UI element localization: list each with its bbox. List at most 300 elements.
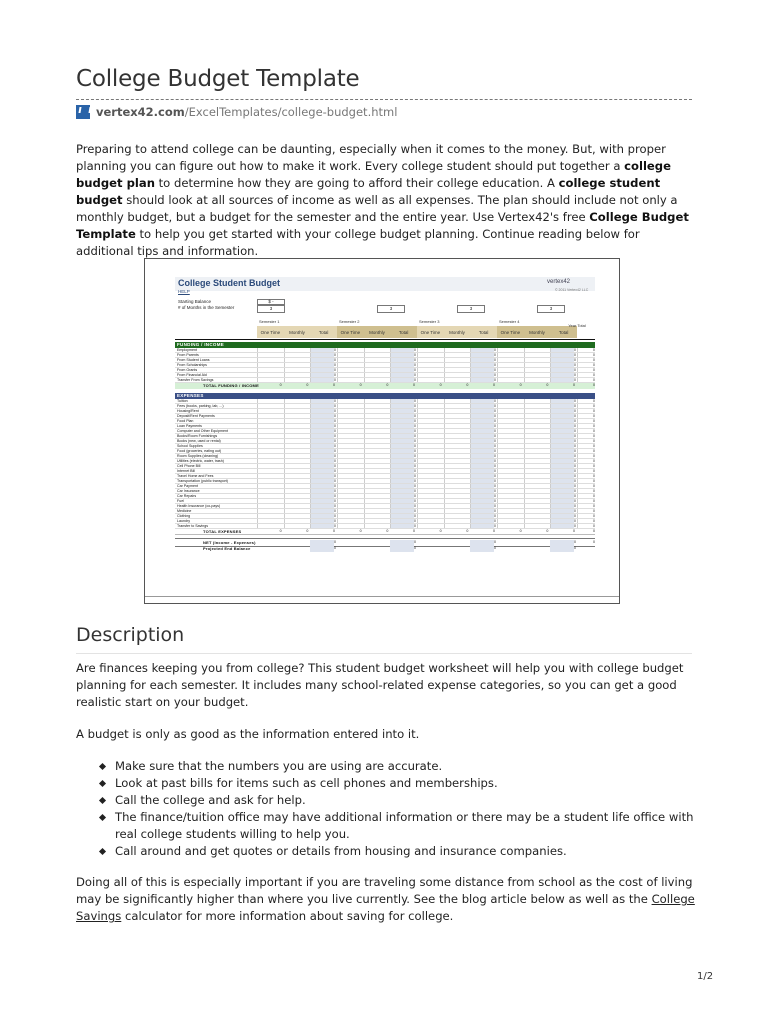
semester-total-cell: 0 <box>414 438 416 443</box>
semester-total-cell: 0 <box>414 508 416 513</box>
year-total-cell: 0 <box>593 448 595 453</box>
semester-total-cell: 0 <box>574 413 576 418</box>
semester-total-cell: 0 <box>574 488 576 493</box>
sheet-bottom-rule <box>145 596 620 597</box>
semester-total-cell: 0 <box>414 347 416 352</box>
description-paragraph-1: Are finances keeping you from college? This student budget worksheet will help you with college budget planning for each semester. It includes many school-related expense categories, so you can get a good realistic start on your budget. <box>76 661 684 709</box>
year-total-cell: 0 <box>593 357 595 362</box>
semester-total-cell: 0 <box>414 503 416 508</box>
expenses-section-header: EXPENSES <box>175 393 595 399</box>
year-total-cell: 0 <box>593 377 595 382</box>
semester-total-cell: 0 <box>334 413 336 418</box>
row-label: Car Payment <box>177 483 198 488</box>
page-number: 1/2 <box>697 971 714 982</box>
semester-total-cell: 0 <box>574 513 576 518</box>
total-label: TOTAL EXPENSES <box>203 529 242 534</box>
row-label: Food Plan <box>177 418 194 423</box>
semester-total-cell: 0 <box>414 540 416 544</box>
row-label: Cell Phone Bill <box>177 463 201 468</box>
semester-total-cell: 0 <box>334 352 336 357</box>
semester-total-cell: 0 <box>574 518 576 523</box>
year-total-cell: 0 <box>593 453 595 458</box>
year-total-cell: 0 <box>593 513 595 518</box>
row-label: Car Repairs <box>177 493 197 498</box>
semester-total-cell: 0 <box>334 493 336 498</box>
total-cell: 0 <box>466 529 469 533</box>
semester-total-cell: 0 <box>494 433 496 438</box>
semester-total-cell: 0 <box>414 352 416 357</box>
semester-total-cell: 0 <box>334 347 336 352</box>
semester-total-cell: 0 <box>494 438 496 443</box>
semester-total-cell: 0 <box>494 508 496 513</box>
total-cell: 0 <box>413 383 415 387</box>
intro-text: Preparing to attend college can be daunting, especially when it comes to the money. But, with proper planning you can figure out how to make it work. Every college student should put together a <box>76 142 666 173</box>
total-label: TOTAL FUNDING / INCOME <box>203 383 259 388</box>
semester-total-cell: 0 <box>494 367 496 372</box>
semester-total-cell: 0 <box>334 453 336 458</box>
semester-total-cell: 0 <box>414 518 416 523</box>
tips-list-item-text: The finance/tuition office may have additional information or there may be a student life office with real college students willing to help you. <box>115 810 694 841</box>
semester-total-cell: 0 <box>334 428 336 433</box>
semester-total-cell: 0 <box>334 540 336 544</box>
tips-list-item-text: Make sure that the numbers you are using are accurate. <box>115 759 443 773</box>
semester-total-cell: 0 <box>574 463 576 468</box>
semester-total-cell: 0 <box>494 428 496 433</box>
year-total-cell: 0 <box>593 418 595 423</box>
semester-total-cell: 0 <box>494 362 496 367</box>
column-header: Total <box>558 329 569 335</box>
year-total-cell: 0 <box>593 362 595 367</box>
row-label: From Student Loans <box>177 357 210 362</box>
column-header: Total <box>478 329 489 335</box>
year-total-cell: 0 <box>593 438 595 443</box>
semester-total-cell: 0 <box>334 403 336 408</box>
total-cell: 0 <box>593 383 595 387</box>
semester-total-cell: 0 <box>494 403 496 408</box>
total-cell: 0 <box>439 529 442 533</box>
semester-total-cell: 0 <box>334 448 336 453</box>
semester-total-cell: 0 <box>494 453 496 458</box>
year-total-cell: 0 <box>593 540 595 544</box>
year-total-cell: 0 <box>593 488 595 493</box>
semester-total-cell: 0 <box>574 523 576 528</box>
semester-total-cell: 0 <box>494 377 496 382</box>
column-header: One Time <box>420 329 441 335</box>
diamond-bullet-icon <box>99 763 106 770</box>
spreadsheet-preview-image <box>144 258 620 604</box>
year-total-cell: 0 <box>593 352 595 357</box>
row-label: Internet Bill <box>177 468 195 473</box>
semester-total-cell: 0 <box>494 488 496 493</box>
source-path[interactable]: /ExcelTemplates/college-budget.html <box>184 105 398 119</box>
row-label: From Grants <box>177 367 198 372</box>
semester-total-cell: 0 <box>574 408 576 413</box>
total-cell: 0 <box>593 529 595 533</box>
sheet-title: College Student Budget <box>178 278 280 288</box>
row-label: From Scholarships <box>177 362 207 367</box>
tips-list-item <box>76 843 696 860</box>
semester-total-cell: 0 <box>494 413 496 418</box>
source-url[interactable] <box>76 105 397 119</box>
source-domain[interactable]: vertex42.com <box>96 105 185 119</box>
income-section-header: FUNDING / INCOME <box>175 342 595 348</box>
row-label: Deposit/Rent Payments <box>177 413 215 418</box>
semester-total-cell: 0 <box>414 403 416 408</box>
row-label: Food (groceries, eating out) <box>177 448 222 453</box>
intro-text: to help you get started with your college budget planning. Continue reading below for additional tips and information. <box>76 227 640 258</box>
total-cell: 0 <box>386 529 389 533</box>
semester-total-cell: 0 <box>574 352 576 357</box>
semester-total-cell: 0 <box>574 433 576 438</box>
vertex42-favicon-icon <box>76 105 90 119</box>
page-title: College Budget Template <box>76 66 360 92</box>
year-total-cell: 0 <box>593 372 595 377</box>
semester-label: Semester 1 <box>259 319 280 324</box>
paragraph-3-text-after: calculator for more information about saving for college. <box>121 909 454 923</box>
semester-total-cell: 0 <box>414 372 416 377</box>
sheet-help-link: HELP <box>178 289 190 294</box>
semester-total-cell: 0 <box>334 372 336 377</box>
semester-total-cell: 0 <box>334 513 336 518</box>
column-header: Monthly <box>289 329 305 335</box>
row-label: From Parents <box>177 352 199 357</box>
tips-list-item <box>76 809 696 843</box>
semester-total-cell: 0 <box>574 473 576 478</box>
year-total-cell: 0 <box>593 458 595 463</box>
semester-total-cell: 0 <box>574 508 576 513</box>
semester-total-cell: 0 <box>334 357 336 362</box>
semester-total-cell: 0 <box>334 433 336 438</box>
tips-list-item <box>76 775 696 792</box>
year-total-cell: 0 <box>593 408 595 413</box>
year-total-cell: 0 <box>593 398 595 403</box>
year-total-cell: 0 <box>593 523 595 528</box>
total-label: NET (Income - Expenses) <box>203 540 256 545</box>
semester-total-cell: 0 <box>494 423 496 428</box>
year-total-cell: 0 <box>593 473 595 478</box>
total-cell: 0 <box>279 383 282 387</box>
net-top-rule <box>175 538 595 539</box>
semester-total-cell: 0 <box>334 478 336 483</box>
semester-total-cell: 0 <box>334 503 336 508</box>
row-label: Fees (books, parking, lab, ...) <box>177 403 224 408</box>
intro-emphasis: college student budget <box>76 176 661 207</box>
semester-total-cell: 0 <box>414 448 416 453</box>
semester-total-cell: 0 <box>334 408 336 413</box>
semester-total-cell: 0 <box>334 473 336 478</box>
semester-total-cell: 0 <box>414 488 416 493</box>
semester-total-cell: 0 <box>334 423 336 428</box>
semester-total-cell: 0 <box>574 493 576 498</box>
total-cell: 0 <box>386 383 389 387</box>
row-label: Computer and Other Equipment <box>177 428 228 433</box>
row-label: From Financial Aid <box>177 372 207 377</box>
row-label: Car Insurance <box>177 488 200 493</box>
semester-total-cell: 0 <box>574 453 576 458</box>
semester-months-input: 3 <box>457 305 485 313</box>
total-cell: 0 <box>493 529 495 533</box>
column-header: Total <box>318 329 329 335</box>
semester-total-cell: 0 <box>334 483 336 488</box>
semester-total-cell: 0 <box>334 518 336 523</box>
diamond-bullet-icon <box>99 814 106 821</box>
tips-list-item-text: Call the college and ask for help. <box>115 793 306 807</box>
semester-total-cell: 0 <box>334 377 336 382</box>
row-label: Utilities (electric, water, trash) <box>177 458 224 463</box>
row-label: Health Insurance (co-pays) <box>177 503 221 508</box>
tips-list-item-text: Call around and get quotes or details from housing and insurance companies. <box>115 844 567 858</box>
year-total-cell: 0 <box>593 463 595 468</box>
semester-total-cell: 0 <box>414 443 416 448</box>
tips-list-item <box>76 758 696 775</box>
semester-total-cell: 0 <box>334 367 336 372</box>
semester-total-cell: 0 <box>574 448 576 453</box>
semester-total-cell: 0 <box>494 540 496 544</box>
semester-total-cell: 0 <box>494 458 496 463</box>
total-cell: 0 <box>359 529 362 533</box>
total-cell: 0 <box>333 383 335 387</box>
total-cell: 0 <box>519 383 522 387</box>
column-header: One Time <box>340 329 361 335</box>
intro-emphasis: College Budget Template <box>76 210 689 241</box>
semester-total-cell: 0 <box>334 523 336 528</box>
semester-column-header <box>257 326 337 338</box>
semester-total-cell: 0 <box>494 468 496 473</box>
semester-total-cell: 0 <box>414 453 416 458</box>
income-total-row <box>175 383 595 389</box>
semester-total-cell: 0 <box>494 503 496 508</box>
semester-total-cell: 0 <box>414 493 416 498</box>
semester-total-cell: 0 <box>574 546 576 550</box>
semester-total-cell: 0 <box>414 463 416 468</box>
semester-total-cell: 0 <box>334 362 336 367</box>
semester-months-input: 3 <box>377 305 405 313</box>
heading-divider <box>76 653 692 654</box>
semester-total-cell: 0 <box>334 398 336 403</box>
row-label: Fuel <box>177 498 184 503</box>
semester-total-cell: 0 <box>414 428 416 433</box>
semester-total-cell: 0 <box>334 508 336 513</box>
year-total-cell: 0 <box>593 413 595 418</box>
column-header: Monthly <box>369 329 385 335</box>
semester-total-cell: 0 <box>334 488 336 493</box>
description-paragraph-2: A budget is only as good as the information entered into it. <box>76 727 420 741</box>
semester-total-cell: 0 <box>414 433 416 438</box>
total-cell: 0 <box>493 383 495 387</box>
semester-total-cell: 0 <box>494 463 496 468</box>
semester-total-cell: 0 <box>494 473 496 478</box>
college-savings-link[interactable]: College Savings <box>76 892 695 923</box>
semester-total-cell: 0 <box>334 443 336 448</box>
tips-list-item-text: Look at past bills for items such as cell phones and memberships. <box>115 776 498 790</box>
row-label: Housing/Rent <box>177 408 199 413</box>
total-cell: 0 <box>519 529 522 533</box>
semester-total-cell: 0 <box>494 523 496 528</box>
semester-total-cell: 0 <box>414 418 416 423</box>
semester-total-cell: 0 <box>494 493 496 498</box>
starting-balance-input: $ - <box>257 299 285 305</box>
semester-total-cell: 0 <box>414 357 416 362</box>
semester-total-cell: 0 <box>414 523 416 528</box>
row-label: Room Supplies (cleaning) <box>177 453 219 458</box>
projected-balance-row <box>175 546 595 552</box>
tips-list-item <box>76 792 696 809</box>
semester-total-cell: 0 <box>574 468 576 473</box>
year-total-cell: 0 <box>593 493 595 498</box>
year-total-cell: 0 <box>593 423 595 428</box>
semester-total-cell: 0 <box>494 498 496 503</box>
starting-balance-label: Starting Balance <box>178 299 212 304</box>
semester-total-cell: 0 <box>334 438 336 443</box>
semester-total-cell: 0 <box>414 478 416 483</box>
tips-list <box>76 758 696 860</box>
semester-total-cell: 0 <box>494 372 496 377</box>
year-total-cell: 0 <box>593 498 595 503</box>
sheet-copyright: © 2011 Vertex42 LLC <box>555 288 589 292</box>
semester-total-cell: 0 <box>494 448 496 453</box>
semester-total-cell: 0 <box>494 398 496 403</box>
row-label: Transportation (public transport) <box>177 478 229 483</box>
column-header: One Time <box>260 329 281 335</box>
total-cell: 0 <box>306 383 309 387</box>
semester-months-input: 3 <box>257 305 285 313</box>
total-cell: 0 <box>333 529 335 533</box>
description-heading: Description <box>76 624 185 646</box>
months-label: # of Months in the Semester <box>178 305 235 310</box>
semester-total-cell: 0 <box>334 468 336 473</box>
semester-label: Semester 2 <box>339 319 360 324</box>
intro-paragraph <box>76 141 696 260</box>
semester-total-cell: 0 <box>574 423 576 428</box>
row-label: School Supplies <box>177 443 203 448</box>
year-total-cell: 0 <box>593 518 595 523</box>
paragraph-3-text-before: Doing all of this is especially important if you are traveling some distance from school as the cost of living may be significantly higher than where you live currently. See the blog article below as well as the <box>76 875 693 906</box>
row-label: Laundry <box>177 518 190 523</box>
year-total-cell: 0 <box>593 508 595 513</box>
column-header: Monthly <box>449 329 465 335</box>
semester-total-cell: 0 <box>414 398 416 403</box>
semester-total-cell: 0 <box>574 377 576 382</box>
semester-total-cell: 0 <box>494 347 496 352</box>
semester-column-header <box>417 326 497 338</box>
semester-total-cell: 0 <box>574 443 576 448</box>
semester-total-cell: 0 <box>574 418 576 423</box>
total-cell: 0 <box>573 529 575 533</box>
semester-total-cell: 0 <box>334 458 336 463</box>
row-label: Tuition <box>177 398 188 403</box>
total-cell: 0 <box>359 383 362 387</box>
semester-total-cell: 0 <box>414 473 416 478</box>
semester-total-cell: 0 <box>414 458 416 463</box>
total-cell: 0 <box>546 383 549 387</box>
total-cell: 0 <box>546 529 549 533</box>
intro-text: should look at all sources of income as well as all expenses. The plan should include not only a monthly budget, but a budget for the semester and the entire year. Use Vertex42's free <box>76 193 678 224</box>
diamond-bullet-icon <box>99 780 106 787</box>
semester-total-cell: 0 <box>414 408 416 413</box>
total-cell: 0 <box>439 383 442 387</box>
year-total-cell: 0 <box>593 403 595 408</box>
semester-total-cell: 0 <box>414 423 416 428</box>
column-header: Monthly <box>529 329 545 335</box>
semester-total-cell: 0 <box>494 357 496 362</box>
row-label: Loan Payments <box>177 423 202 428</box>
year-total-cell: 0 <box>593 428 595 433</box>
semester-total-cell: 0 <box>574 347 576 352</box>
semester-total-cell: 0 <box>494 478 496 483</box>
column-header: Total <box>398 329 409 335</box>
semester-total-cell: 0 <box>574 362 576 367</box>
semester-total-cell: 0 <box>574 438 576 443</box>
title-divider <box>76 99 692 100</box>
semester-total-cell: 0 <box>574 372 576 377</box>
semester-months-input: 3 <box>537 305 565 313</box>
semester-total-cell: 0 <box>494 483 496 488</box>
semester-total-cell: 0 <box>414 377 416 382</box>
semester-total-cell: 0 <box>414 546 416 550</box>
semester-total-cell: 0 <box>414 367 416 372</box>
semester-total-cell: 0 <box>574 398 576 403</box>
column-header: One Time <box>500 329 521 335</box>
semester-total-cell: 0 <box>334 498 336 503</box>
semester-total-cell: 0 <box>574 540 576 544</box>
year-total-cell: 0 <box>593 478 595 483</box>
semester-total-cell: 0 <box>574 498 576 503</box>
intro-emphasis: college budget plan <box>76 159 671 190</box>
total-label: Projected End Balance <box>203 546 251 551</box>
semester-total-cell: 0 <box>334 418 336 423</box>
row-label: Travel Home and Fees <box>177 473 214 478</box>
intro-text: to determine how they are going to afford their college education. A <box>154 176 559 190</box>
semester-label: Semester 3 <box>419 319 440 324</box>
semester-total-cell: 0 <box>574 478 576 483</box>
row-label: Books (new, used or rental) <box>177 438 221 443</box>
year-total-header: Year Total <box>568 323 586 328</box>
year-total-cell: 0 <box>593 433 595 438</box>
semester-total-cell: 0 <box>494 546 496 550</box>
year-total-cell: 0 <box>593 347 595 352</box>
semester-total-cell: 0 <box>494 408 496 413</box>
expenses-total-row <box>175 529 595 535</box>
semester-total-cell: 0 <box>334 463 336 468</box>
row-label: Employment <box>177 347 197 352</box>
semester-total-cell: 0 <box>414 468 416 473</box>
total-cell: 0 <box>466 383 469 387</box>
total-cell: 0 <box>306 529 309 533</box>
semester-total-cell: 0 <box>414 413 416 418</box>
semester-total-cell: 0 <box>574 458 576 463</box>
row-label: Clothing <box>177 513 191 518</box>
diamond-bullet-icon <box>99 848 106 855</box>
vertex42-logo: vertex42 <box>547 279 571 285</box>
description-paragraph-3 <box>76 874 696 925</box>
year-total-cell: 0 <box>593 443 595 448</box>
semester-total-cell: 0 <box>334 546 336 550</box>
year-total-cell: 0 <box>593 468 595 473</box>
semester-total-cell: 0 <box>414 513 416 518</box>
semester-total-cell: 0 <box>574 503 576 508</box>
semester-total-cell: 0 <box>494 518 496 523</box>
semester-total-cell: 0 <box>494 352 496 357</box>
row-label: Books/Room Furnishings <box>177 433 218 438</box>
year-total-cell: 0 <box>593 503 595 508</box>
semester-total-cell: 0 <box>574 428 576 433</box>
semester-column-header <box>497 326 577 338</box>
year-total-cell: 0 <box>593 483 595 488</box>
semester-total-cell: 0 <box>574 483 576 488</box>
row-label: Transfer From Savings <box>177 377 214 382</box>
semester-column-header <box>337 326 417 338</box>
diamond-bullet-icon <box>99 797 106 804</box>
